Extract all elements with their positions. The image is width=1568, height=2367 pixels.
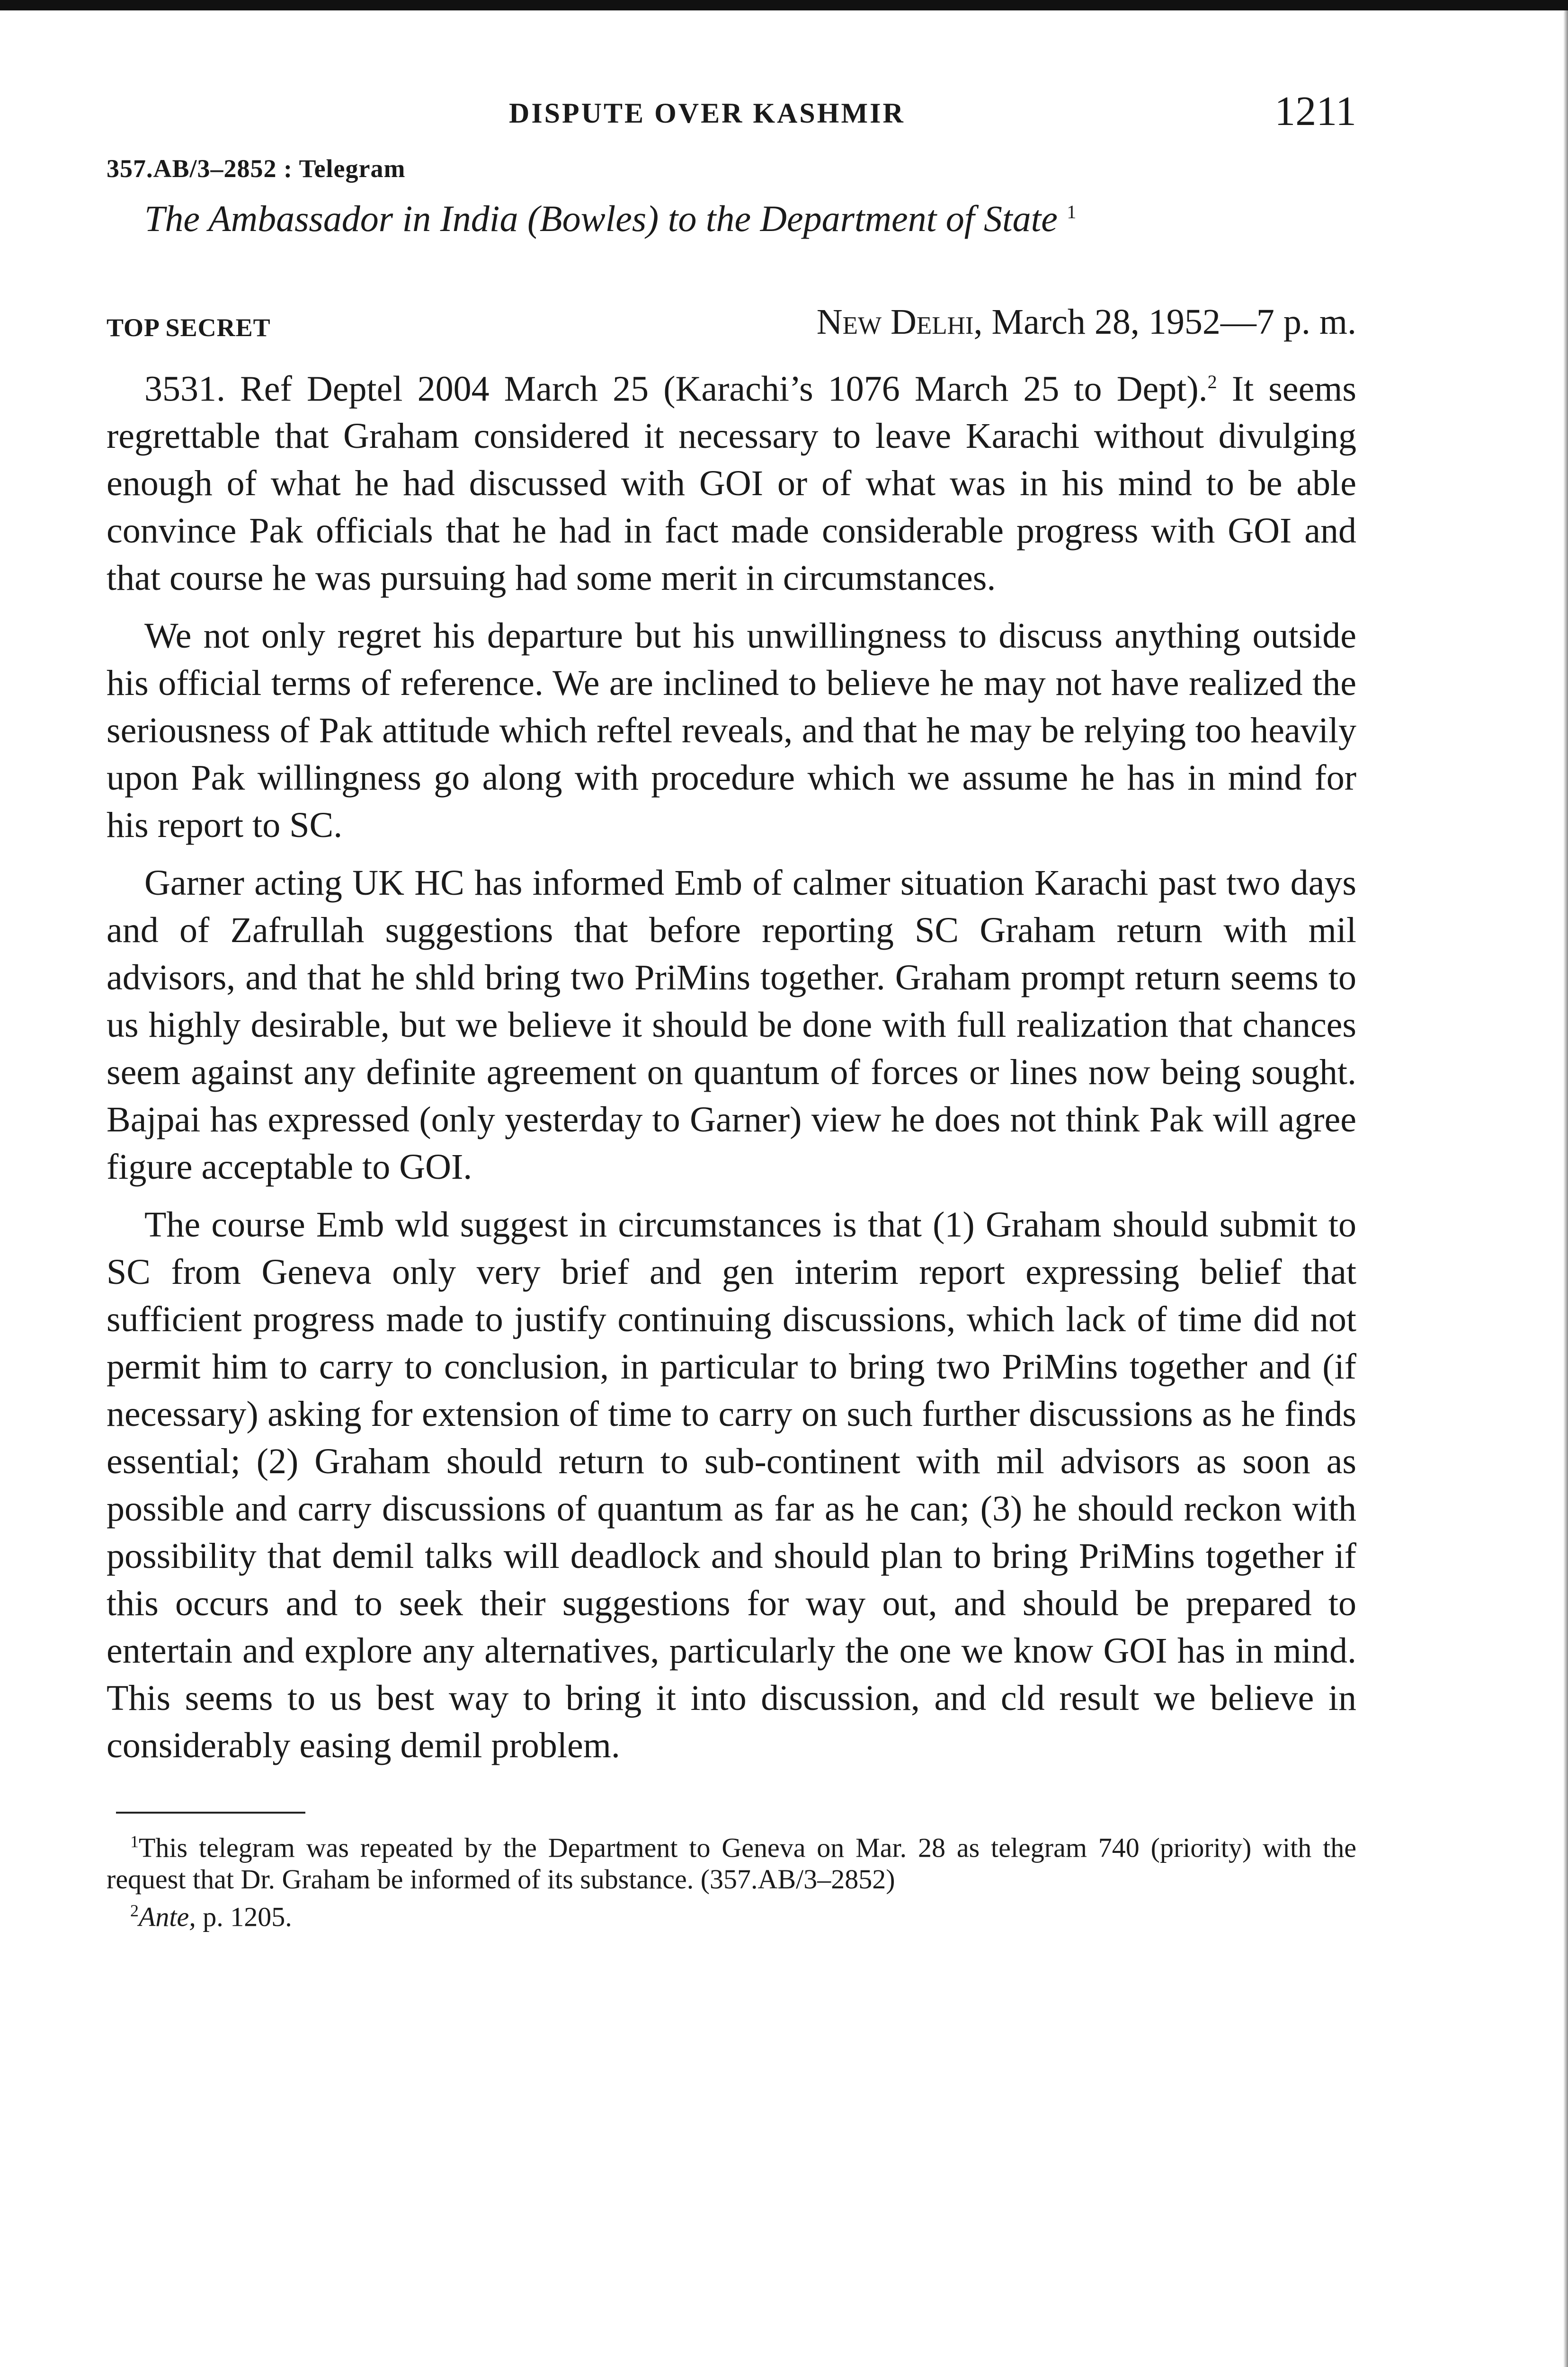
- file-number: 357.AB/3–2852 : Telegram: [107, 154, 406, 183]
- classification-label: TOP SECRET: [107, 313, 271, 342]
- document-page: [107, 88, 1356, 1932]
- footnote-1-text: This telegram was repeated by the Department to Geneva on Mar. 28 as telegram 740 (priority) with the request that Dr. Graham be informed of its substance. (357.AB/3–2852): [107, 1832, 1356, 1895]
- dateline: [817, 302, 1356, 343]
- dateline-date: March 28, 1952—7 p. m.: [982, 302, 1356, 342]
- paragraph-4: The course Emb wld suggest in circumstances is that (1) Graham should submit to SC from Geneva only very brief and gen interim report expressing belief that sufficient progress made to justify continuing discussions, which lack of time did not permit him to carry to conclusion, in particular to bring two PriMins together and (if necessary) asking for extension of time to carry on such further discussions as he finds essential; (2) Graham should return to sub-continent with mil advisors as soon as possible and carry discussions of quantum as far as he can; (3) he should reckon with possibility that demil talks will deadlock and should plan to bring PriMins together if this occurs and to seek their suggestions for way out, and should be prepared to entertain and explore any alternatives, particularly the one we know GOI has in mind. This seems to us best way to bring it into discussion, and cld result we believe in considerably easing demil problem.: [107, 1205, 1356, 1766]
- scan-top-border: [0, 0, 1568, 10]
- meta-row: [107, 302, 1356, 358]
- running-head: [107, 88, 1356, 154]
- running-title: DISPUTE OVER KASHMIR: [509, 98, 905, 129]
- dateline-place: New Delhi,: [816, 302, 983, 342]
- footnote-2-ante: Ante,: [139, 1901, 196, 1932]
- document-title: [144, 197, 1356, 240]
- paragraph-1-footnote-ref: 2: [1207, 371, 1217, 392]
- page-number: 1211: [1274, 89, 1356, 134]
- scan-right-edge: [1563, 10, 1568, 2367]
- paragraph-1-rest: It seems regrettable that Graham considered it necessary to leave Karachi without divulging enough of what he had discussed with GOI or of what was in his mind to be able convince Pak officials that he had in fact made considerable progress with GOI and that course he was pursuing had some merit in circumstances.: [107, 369, 1356, 598]
- title-footnote-ref: 1: [1067, 201, 1077, 222]
- footnote-2-text: p. 1205.: [196, 1901, 292, 1932]
- footnote-1: [107, 1826, 1356, 1895]
- footnote-2: [107, 1895, 1356, 1932]
- footnote-2-mark: 2: [130, 1901, 139, 1920]
- footnote-divider: [116, 1812, 305, 1814]
- paragraph-1: [107, 358, 1356, 602]
- footnote-1-mark: 1: [130, 1832, 139, 1851]
- document-title-text: The Ambassador in India (Bowles) to the Department of State: [144, 198, 1058, 239]
- paragraph-2: We not only regret his departure but his unwillingness to discuss anything outside his official terms of reference. We are inclined to believe he may not have realized the seriousness of Pak attitude which reftel reveals, and that he may be relying too heavily upon Pak willingness go along with procedure which we assume he has in mind for his report to SC.: [107, 616, 1356, 845]
- paragraph-1-main: 3531. Ref Deptel 2004 March 25 (Karachi’s 1076 March 25 to Dept).: [144, 369, 1208, 409]
- paragraph-3: Garner acting UK HC has informed Emb of calmer situation Karachi past two days and of Zafrullah suggestions that before reporting SC Graham return with mil advisors, and that he shld bring two PriMins together. Graham prompt return seems to us highly desirable, but we believe it should be done with full realization that chances seem against any definite agreement on quantum of forces or lines now being sought. Bajpai has expressed (only yesterday to Garner) view he does not think Pak will agree figure acceptable to GOI.: [107, 863, 1356, 1187]
